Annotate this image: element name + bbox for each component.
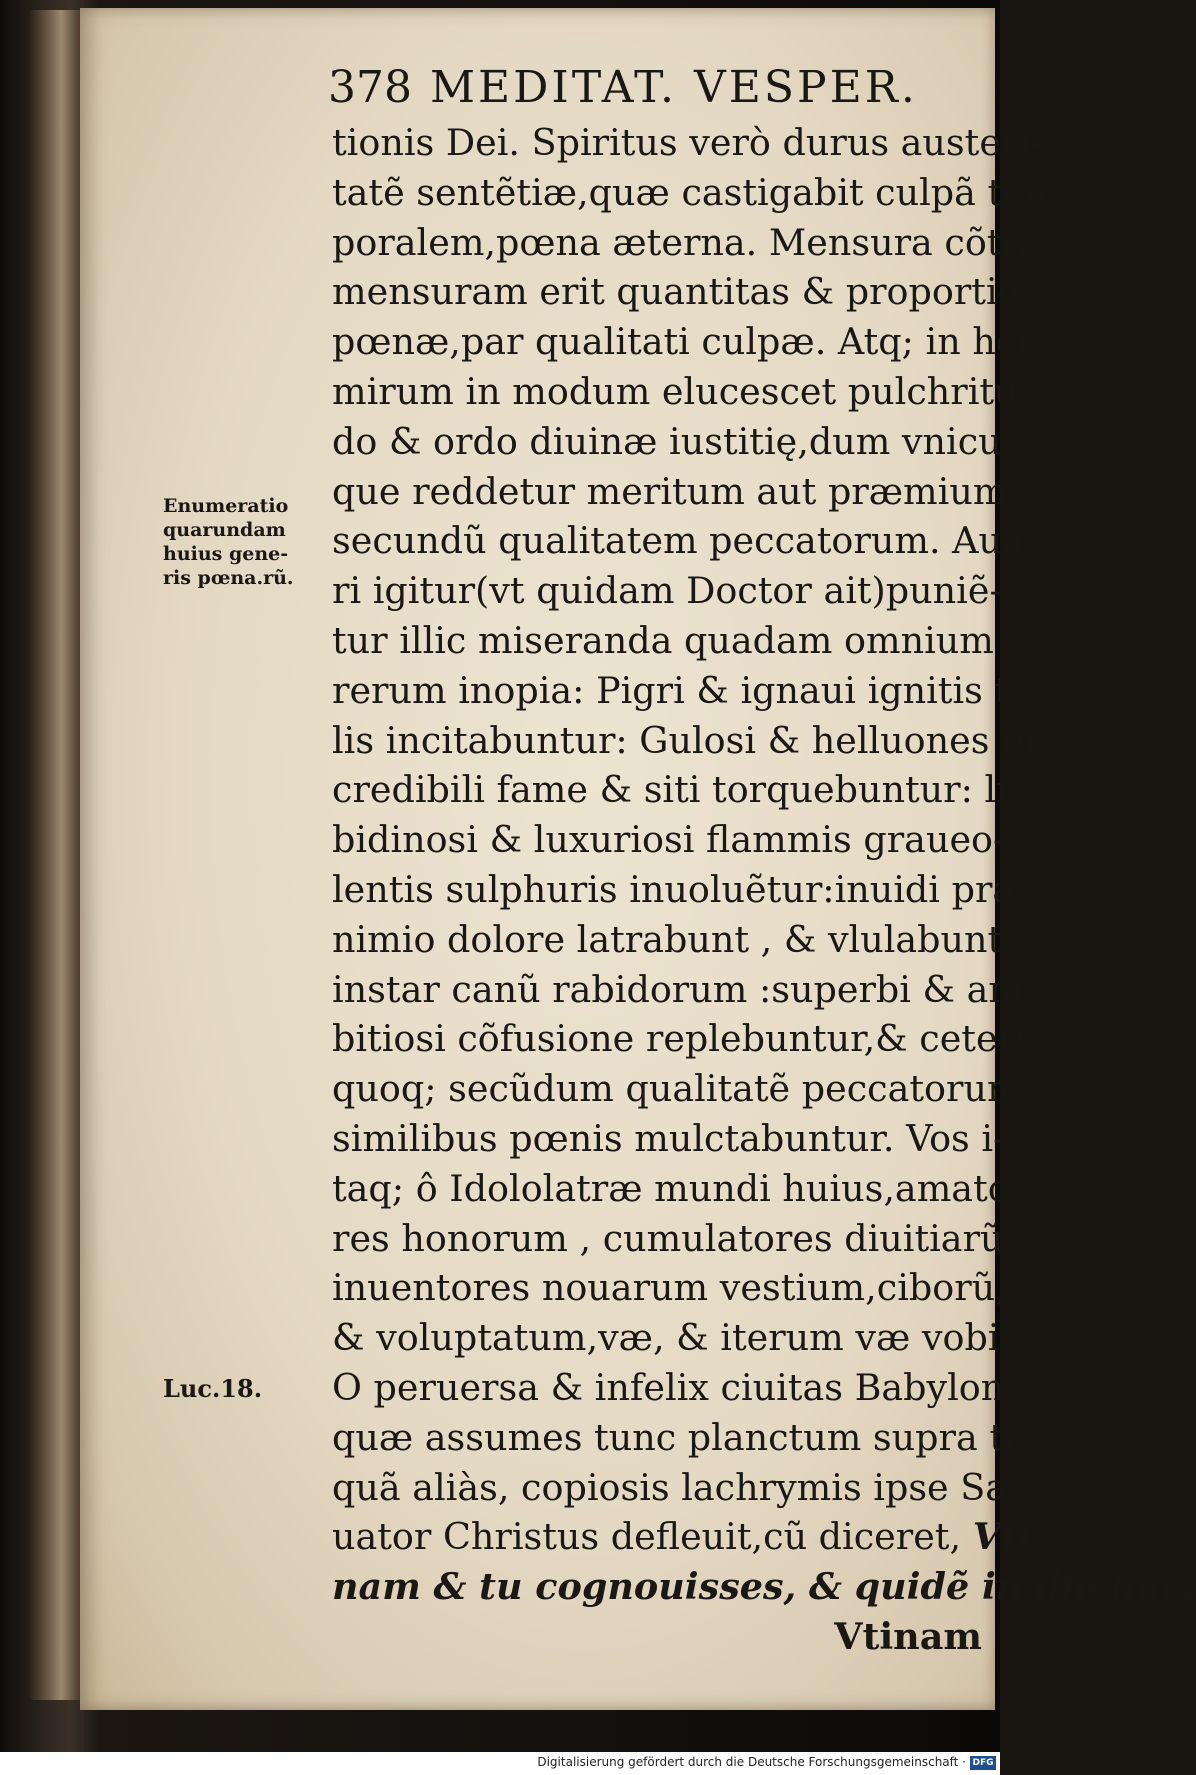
text-line: & voluptatum,væ, & iterum væ vobis. <box>332 1316 1030 1360</box>
text-line: O peruersa & infelix ciuitas Babylon, <box>332 1365 1016 1409</box>
text-line: mensuram erit quantitas & proportio <box>332 270 1020 314</box>
footer-bar <box>0 1752 1000 1775</box>
page-number: 378 <box>328 62 412 113</box>
text-line: tur illic miseranda quadam omnium <box>332 618 994 662</box>
text-line: do & ordo diuinæ iustitię,dum vnicui <box>332 419 1014 463</box>
book-spine <box>28 10 88 1700</box>
text-line: pœnæ,par qualitati culpæ. Atq; in hoc <box>332 320 1039 364</box>
text-line: similibus pœnis mulctabuntur. Vos i- <box>332 1116 1006 1160</box>
text-line: quæ assumes tunc planctum supra te, <box>332 1415 1038 1459</box>
text-line-start: uator Christus defleuit,cũ diceret, <box>332 1515 962 1559</box>
margin-note-line: quarundam <box>163 519 286 541</box>
margin-note <box>163 494 333 590</box>
text-line: mirum in modum elucescet pulchritu <box>332 369 1018 413</box>
running-header <box>328 62 958 122</box>
digitization-credit: Digitalisierung gefördert durch die Deutsche Forschungsgemeinschaft · <box>537 1755 966 1769</box>
text-line: que reddetur meritum aut præmium, <box>332 469 1020 513</box>
text-line: res honorum , cumulatores diuitiarũ, <box>332 1216 1016 1260</box>
italic-quote-start: Vti- <box>972 1515 1047 1559</box>
running-title: MEDITAT. VESPER. <box>429 62 918 113</box>
text-line: quoq; secũdum qualitatẽ peccatorum, <box>332 1067 1034 1111</box>
text-line: poralem,pœna æterna. Mensura cõtra <box>332 220 1041 264</box>
text-line: lis incitabuntur: Gulosi & helluones in <box>332 718 1037 762</box>
text-line: nimio dolore latrabunt , & vlulabunt <box>332 917 1003 961</box>
text-line: tionis Dei. Spiritus verò durus austeri- <box>332 121 1043 164</box>
body-text <box>332 118 1196 1662</box>
text-line: ri igitur(vt quidam Doctor ait)puniẽ- <box>332 569 1002 613</box>
margin-note-line: huius gene- <box>163 543 289 565</box>
margin-note-line: ris pœna.rũ. <box>163 567 294 589</box>
text-line: rerum inopia: Pigri & ignaui ignitis te <box>332 668 1031 712</box>
text-line: instar canũ rabidorum :superbi & am- <box>332 967 1036 1011</box>
text-line: tatẽ sentẽtiæ,quæ castigabit culpã tem <box>332 170 1059 214</box>
text-line: bidinosi & luxuriosi flammis graueo- <box>332 818 1006 862</box>
text-line <box>332 1512 1047 1562</box>
text-line: quã aliàs, copiosis lachrymis ipse Sal- <box>332 1465 1032 1509</box>
dfg-logo: DFG <box>970 1756 996 1770</box>
text-line: credibili fame & siti torquebuntur: li- <box>332 768 1021 812</box>
margin-reference: Luc.18. <box>163 1374 263 1403</box>
catchword: Vtinam <box>834 1614 982 1658</box>
margin-note-line: Enumeratio <box>163 495 289 517</box>
text-line: inuentores nouarum vestium,ciborũ, <box>332 1266 1007 1310</box>
text-line: taq; ô Idololatræ mundi huius,amato <box>332 1166 1010 1210</box>
text-line: bitiosi cõfusione replebuntur,& ceteri <box>332 1017 1027 1061</box>
text-line: lentis sulphuris inuoluẽtur:inuidi præ <box>332 867 1027 911</box>
italic-quote-line: nam & tu cognouisses, & quidẽ in die hac. <box>332 1565 1196 1609</box>
text-line: secundũ qualitatem peccatorum. Aua- <box>332 519 1037 563</box>
